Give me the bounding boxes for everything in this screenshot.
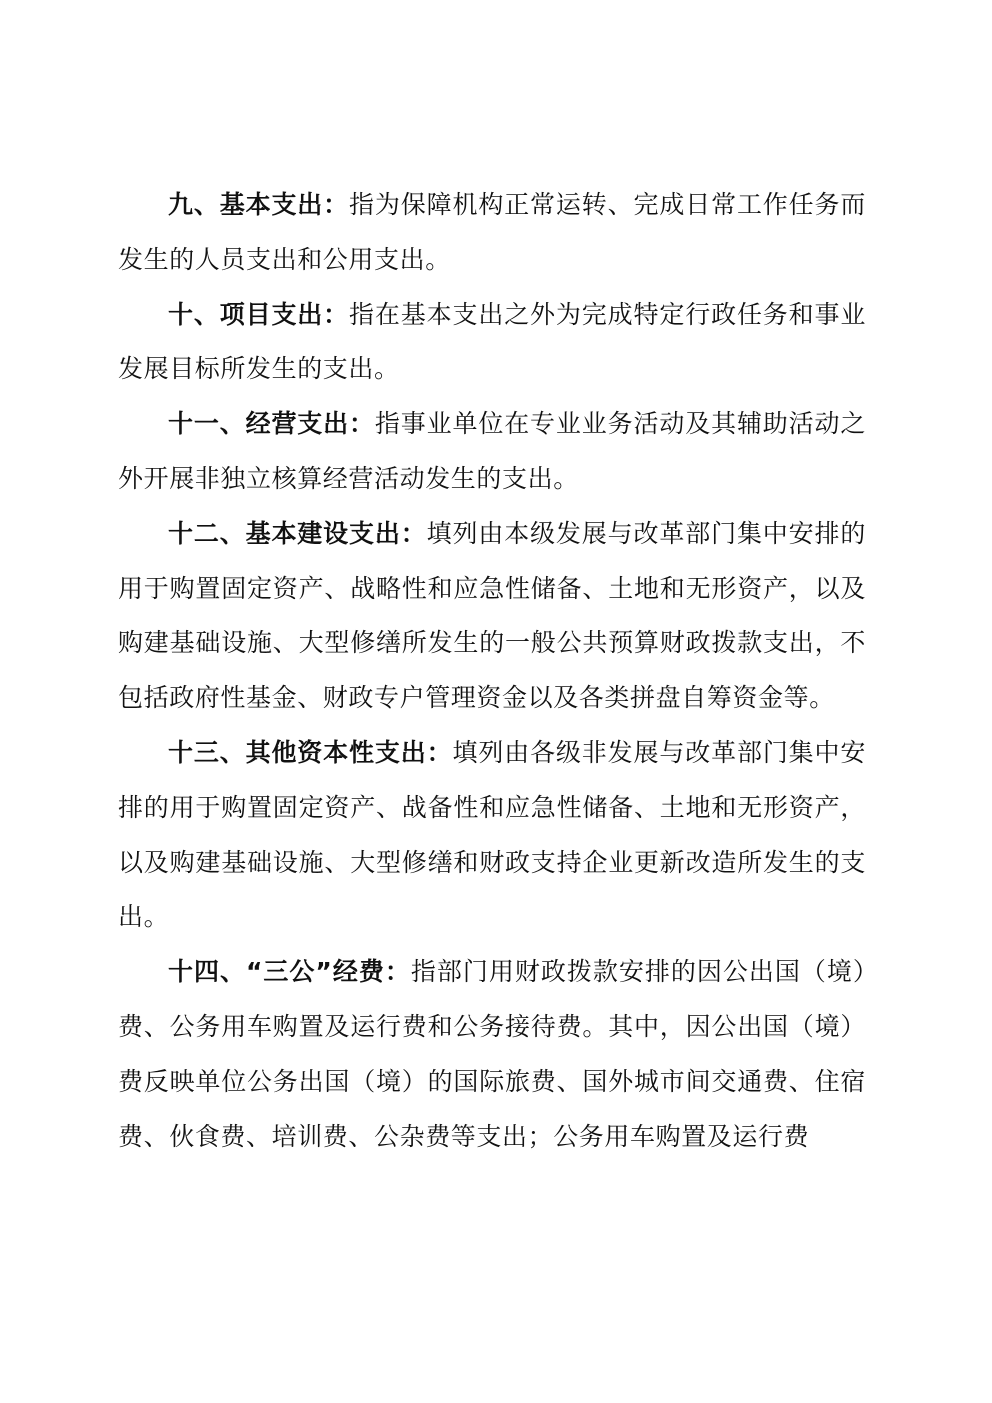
definition-text: 指事业单位在专业业务活动及其辅助活动之外开展非独立核算经营活动发生的支出。 <box>118 409 866 493</box>
definition-text: 填列由本级发展与改革部门集中安排的用于购置固定资产、战略性和应急性储备、土地和无形资产，以及购建基础设施、大型修缮所发生的一般公共预算财政拨款支出，不包括政府性基金、财政专户管理资金以及各类拼盘自筹资金等。 <box>118 518 866 713</box>
definition-text: 填列由各级非发展与改革部门集中安排的用于购置固定资产、战备性和应急性储备、土地和无形资产，以及购建基础设施、大型修缮和财政支持企业更新改造所发生的支出。 <box>118 737 866 932</box>
definition-term: 十三、其他资本性支出： <box>168 737 453 767</box>
definition-paragraph-9 <box>118 178 866 288</box>
definition-term: 十、项目支出： <box>168 299 350 329</box>
document-body <box>118 178 866 1164</box>
definition-term: 九、基本支出： <box>168 190 350 219</box>
definition-paragraph-11 <box>118 397 866 507</box>
definition-paragraph-10 <box>118 288 866 398</box>
definition-term: 十四、“三公”经费： <box>168 957 411 987</box>
definition-paragraph-14 <box>118 945 866 1164</box>
definition-text: 指在基本支出之外为完成特定行政任务和事业发展目标所发生的支出。 <box>118 299 866 384</box>
definition-term: 十二、基本建设支出： <box>168 518 427 548</box>
definition-paragraph-13 <box>118 726 866 945</box>
definition-text: 指部门用财政拨款安排的因公出国（境）费、公务用车购置及运行费和公务接待费。其中，因公出国（境）费反映单位公务出国（境）的国际旅费、国外城市间交通费、住宿费、伙食费、培训费、公杂费等支出；公务用车购置及运行费 <box>118 957 866 1151</box>
definition-term: 十一、经营支出： <box>168 409 375 439</box>
definition-paragraph-12 <box>118 507 866 726</box>
definition-text: 指为保障机构正常运转、完成日常工作任务而发生的人员支出和公用支出。 <box>118 190 866 274</box>
